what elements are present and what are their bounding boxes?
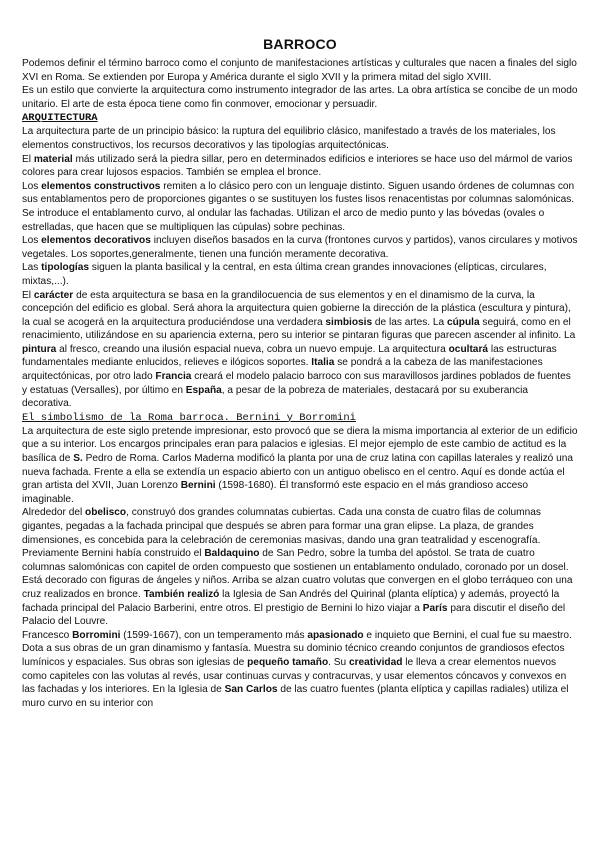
intro-paragraph-2: Es un estilo que convierte la arquitectura como instrumento integrador de las artes. La obra artística se concibe de un modo unitario. El arte de esta época tiene como fin conmover, emocionar y persuadir.: [22, 85, 578, 110]
arquitectura-paragraph-elementos-decorativos: Los elementos decorativos incluyen diseños basados en la curva (frontones curvos y partidos), vanos circulares y motivos vegetales. Los soportes,generalmente, tienen una función meramente decorativa.: [22, 235, 578, 260]
section-heading-arquitectura: ARQUITECTURA: [22, 112, 98, 125]
document-title: BARROCO: [263, 36, 337, 52]
document-page: [22, 36, 578, 710]
arquitectura-paragraph-material: El material más utilizado será la piedra sillar, pero en determinados edificios e interiores se hace uso del mármol de varios colores para crear lujosos espacios. También se emplea el bronce.: [22, 153, 573, 179]
arquitectura-paragraph-caracter: El carácter de esta arquitectura se basa en la grandilocuencia de sus elementos y en el dinamismo de la curva, la concepción del edificio es global. Será ahora la arquitectura quien gobierne la dirección de la plástica (escultura y pintura), la cual se acogerá en la arquitectura produciéndose una verdadera simbiosis de las artes. La cúpula seguirá, como en el renacimiento, utilizándose en su apariencia externa, pero su interior se pintaran figuras que parecen ascender al infinito. La pintura al fresco, creando una ilusión espacial nueva, cobra un nuevo empuje. La arquitectura ocultará las estructuras fundamentales mediante enlucidos, relieves e ilógicos soportes. Italia se pondrá a la cabeza de las manifestaciones arquitectónicas, por otro lado Francia creará el modelo palacio barroco con sus maravillosos jardines poblados de fuentes y estatuas (Versalles), por último en España, a pesar de la pobreza de materiales, destacará por su exuberancia decorativa.: [22, 289, 576, 410]
arquitectura-paragraph-tipologias: Las tipologías siguen la planta basilical y la central, en esta última crean grandes innovaciones (elípticas, circulares, mixtas,...).: [22, 262, 547, 287]
section-heading-simbolismo: El simbolismo de la Roma barroca. Bernini y Borromini: [22, 411, 356, 424]
arquitectura-paragraph-elementos-constructivos: Los elementos constructivos remiten a lo clásico pero con un lenguaje distinto. Siguen usando órdenes de columnas con sus entablamentos pero de proporciones gigantes o se sustituyen los fustes lisos renacentistas por columnas salomónicas. Se introduce el entablamento curvo, al ondular las fachadas. Utilizan el arco de medio punto y las bóvedas (ovales o estrelladas, que hacen que se multipliquen las cúpulas) sobre pechinas.: [22, 180, 575, 233]
simbolismo-paragraph-obelisco: Alrededor del obelisco, construyó dos grandes columnatas cubiertas. Cada una consta de cuatro filas de columnas gigantes, pegadas a la fachada principal que después se abren para formar una gran elipse. La plaza, de grandes dimensiones, es concebida para la celebración de ceremonias masivas, dando una gran teatralidad y escenografía. Previamente Bernini había construido el Baldaquino de San Pedro, sobre la tumba del apóstol. Se trata de cuatro columnas salomónicas con capitel de orden compuesto que sostienen un entablamento ondulado, coronado por un dosel. Está decorado con figuras de ángeles y niños. Arriba se alzan cuatro volutas que convergen en el globo terráqueo con una cruz realizados en bronce. También realizó la Iglesia de San Andrés del Quirinal (planta elíptica) y además, proyectó la fachada principal del Palacio Barberini, entre otros. El prestigio de Bernini lo hizo viajar a París para discutir el diseño del Palacio del Louvre.: [22, 507, 573, 628]
simbolismo-paragraph-1: La arquitectura de este siglo pretende impresionar, esto provocó que se diera la misma importancia al exterior de un edificio que a su interior. Los encargos principales eran para palacios e iglesias. El mejor ejemplo de este cambio de actitud es la basílica de S. Pedro de Roma. Carlos Maderna modificó la planta por una de cruz latina con capillas laterales y realizó una nueva fachada. Frente a ella se extendía un espacio abierto con un antiguo obelisco en el centro. Aquí es donde actúa el gran artista del XVII, Juan Lorenzo Bernini (1598-1680). Él transformó este espacio en el más grandioso acceso imaginable.: [22, 425, 578, 505]
intro-paragraph-1: Podemos definir el término barroco como el conjunto de manifestaciones artísticas y culturales que nacen a finales del siglo XVI en Roma. Se extienden por Europa y América durante el siglo XVII y la primera mitad del siglo XVIII.: [22, 58, 577, 83]
simbolismo-paragraph-borromini: Francesco Borromini (1599-1667), con un temperamento más apasionado e inquieto que Bernini, el cual fue su maestro. Dota a sus obras de un gran dinamismo y fantasía. Muestra su dominio técnico creando conjuntos de grandiosos efectos lumínicos y espaciales. Sus obras son iglesias de pequeño tamaño. Su creatividad le lleva a crear elementos nuevos como capiteles con las volutas al revés, usar continuas curvas y contracurvas, y usar elementos cóncavos y convexos en las fachadas y los interiores. En la Iglesia de San Carlos de las cuatro fuentes (planta elíptica y capillas radiales) utiliza el muro curvo en su interior con: [22, 629, 572, 709]
arquitectura-paragraph-1: La arquitectura parte de un principio básico: la ruptura del equilibrio clásico, manifestado a través de los materiales, los elementos constructivos, los recursos decorativos y las tipologías arquitectónicas.: [22, 126, 556, 151]
